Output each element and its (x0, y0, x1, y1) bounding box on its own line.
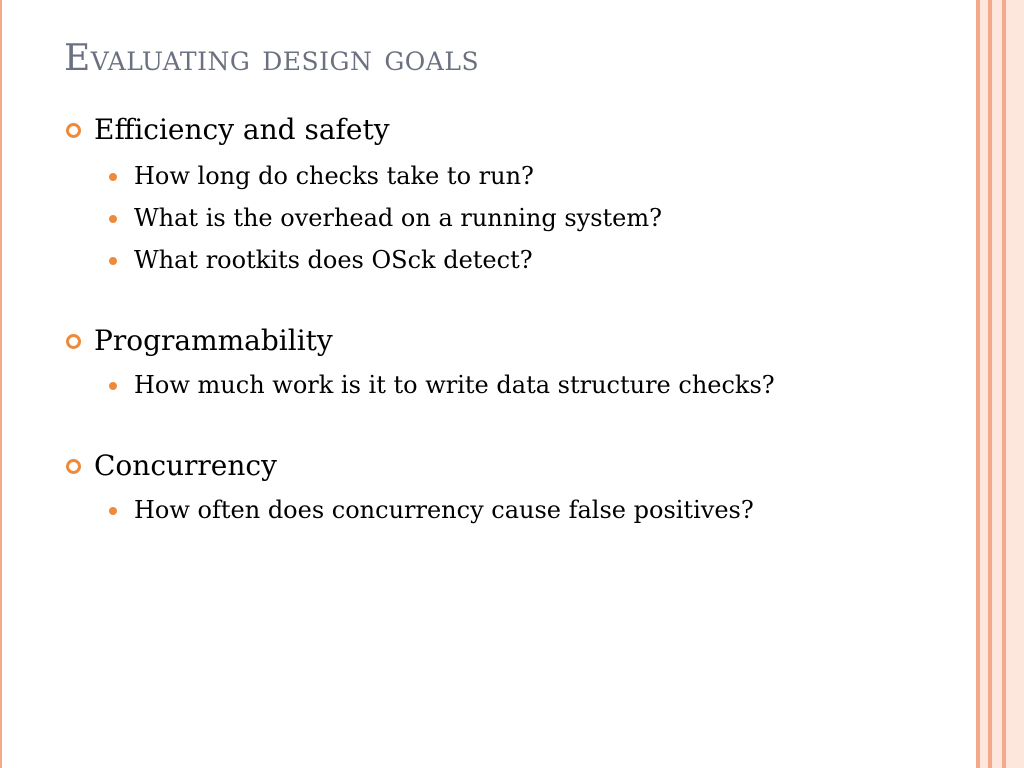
level2-bullet (64, 364, 964, 406)
right-border-stripe (980, 0, 988, 768)
right-border-stripe (1006, 0, 1024, 768)
level2-bullet (64, 239, 964, 281)
level1-bullet (64, 110, 964, 150)
bullet-text: How long do checks take to run? (134, 162, 534, 190)
bullet-text: How often does concurrency cause false positives? (134, 496, 754, 524)
dot-bullet-icon (109, 507, 117, 515)
dot-bullet-icon (109, 257, 117, 265)
dot-bullet-icon (109, 215, 117, 223)
level2-bullet (64, 489, 964, 531)
dot-bullet-icon (109, 173, 117, 181)
ring-bullet-icon (66, 334, 81, 349)
section-heading: Concurrency (94, 449, 277, 482)
ring-bullet-icon (66, 123, 81, 138)
right-border-stripe (992, 0, 1002, 768)
bullet-section-programmability (64, 321, 964, 406)
bullet-text: What rootkits does OSck detect? (134, 246, 533, 274)
slide-content (64, 110, 964, 571)
bullet-text: How much work is it to write data structure checks? (134, 371, 775, 399)
bullet-section-concurrency (64, 446, 964, 531)
section-heading: Programmability (94, 324, 333, 357)
dot-bullet-icon (109, 382, 117, 390)
level1-bullet (64, 446, 964, 486)
ring-bullet-icon (66, 459, 81, 474)
section-heading: Efficiency and safety (94, 113, 390, 146)
slide-title: Evaluating design goals (64, 38, 480, 79)
level2-bullet (64, 155, 964, 197)
bullet-section-efficiency (64, 110, 964, 281)
level1-bullet (64, 321, 964, 361)
level2-bullet (64, 197, 964, 239)
left-border-stripe (0, 0, 2, 768)
bullet-text: What is the overhead on a running system? (134, 204, 663, 232)
